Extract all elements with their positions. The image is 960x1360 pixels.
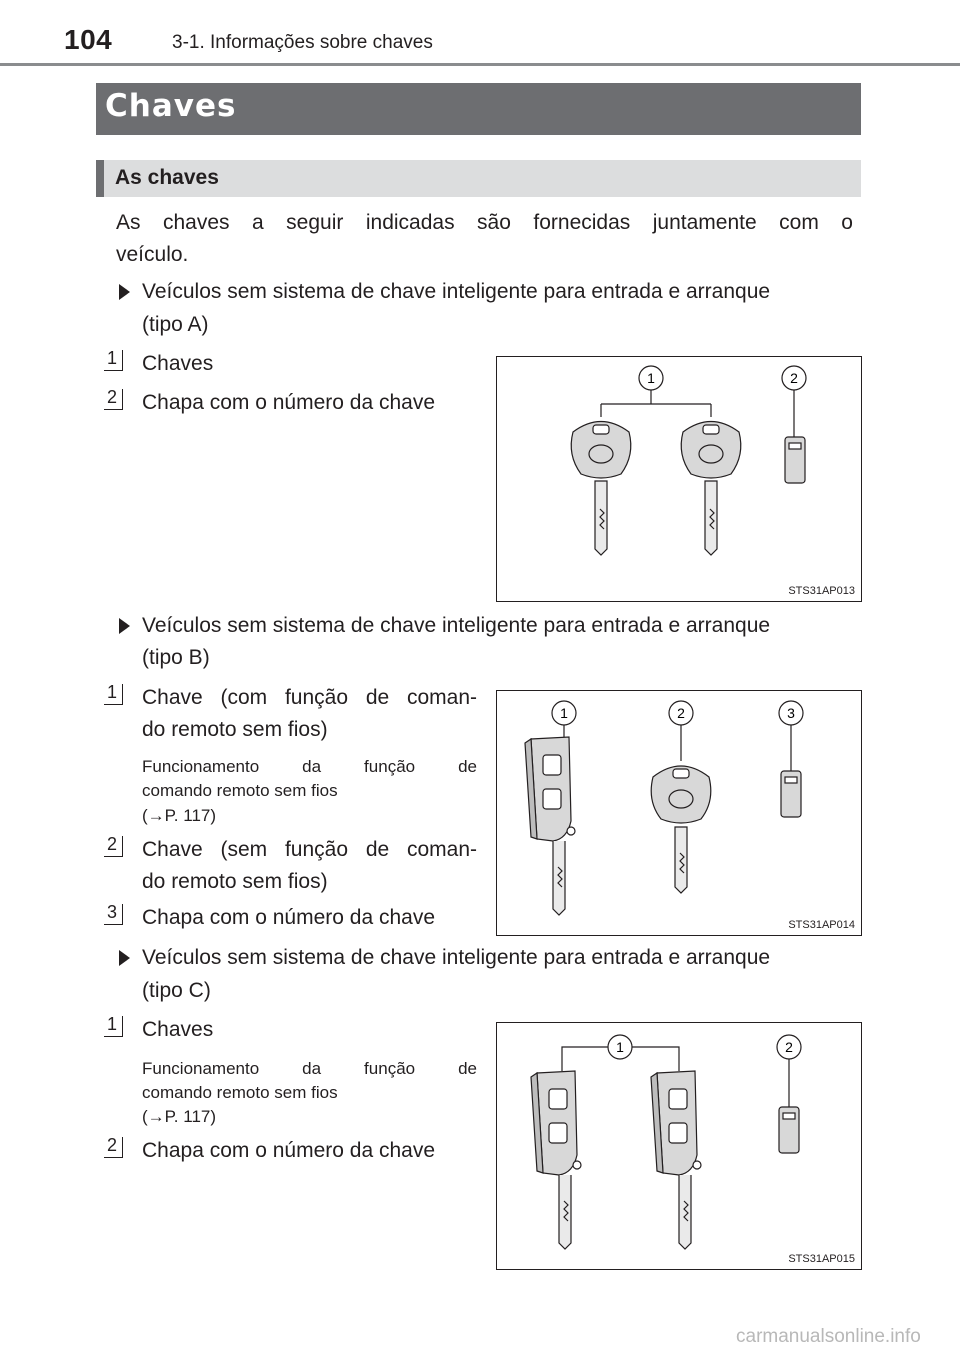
typeA-item-2: Chapa com o número da chave: [142, 391, 436, 414]
figure-callout: 3: [787, 705, 795, 721]
item-number: 1: [106, 1014, 117, 1034]
figure-type-c: [496, 1022, 862, 1270]
figure-callout: 2: [790, 370, 798, 386]
keys-illustration-b: [497, 691, 863, 937]
typeB-heading-line-2: (tipo B): [142, 646, 210, 669]
bullet-triangle-icon: [119, 950, 130, 966]
typeB-note-line-2: comando remoto sem fios: [142, 781, 338, 800]
page-number: 104: [64, 24, 113, 55]
typeB-item-1-line-1: Chave (com função de coman-: [142, 686, 477, 709]
section-title: As chaves: [115, 166, 219, 189]
bullet-triangle-icon: [119, 284, 130, 300]
typeA-heading-line-1: Veículos sem sistema de chave inteligente para entrada e arranque: [142, 280, 771, 303]
figure-callout: 1: [560, 705, 568, 721]
keys-illustration-c: [497, 1023, 863, 1271]
header-rule: [0, 63, 960, 66]
item-number: 2: [106, 1135, 117, 1155]
typeC-heading-line-1: Veículos sem sistema de chave inteligente para entrada e arranque: [142, 946, 771, 969]
figure-callout: 1: [616, 1039, 624, 1055]
item-number: 2: [106, 387, 117, 407]
figure-code: STS31AP014: [788, 919, 855, 931]
typeC-item-1: Chaves: [142, 1018, 214, 1041]
typeC-item-2: Chapa com o número da chave: [142, 1139, 436, 1162]
item-number: 2: [106, 834, 117, 854]
typeC-note-line-1: Funcionamento da função de: [142, 1059, 477, 1078]
figure-type-a: [496, 356, 862, 602]
bullet-triangle-icon: [119, 618, 130, 634]
typeB-item-2-line-1: Chave (sem função de coman-: [142, 838, 477, 861]
intro-line-2: veículo.: [116, 243, 189, 266]
figure-callout: 2: [677, 705, 685, 721]
item-number: 1: [106, 348, 117, 368]
typeB-item-3: Chapa com o número da chave: [142, 906, 436, 929]
figure-code: STS31AP015: [788, 1253, 855, 1265]
typeA-heading-line-2: (tipo A): [142, 313, 209, 336]
typeC-note-line-2: comando remoto sem fios: [142, 1083, 338, 1102]
item-number: 1: [106, 682, 117, 702]
typeC-heading-line-2: (tipo C): [142, 979, 211, 1002]
typeB-note-link[interactable]: (→P. 117): [142, 806, 217, 825]
typeB-item-2-line-2: do remoto sem fios): [142, 870, 328, 893]
figure-type-b: [496, 690, 862, 936]
keys-illustration-a: [497, 357, 863, 603]
intro-line-1: As chaves a seguir indicadas são fornecidas juntamente com o: [116, 211, 853, 234]
typeB-heading-line-1: Veículos sem sistema de chave inteligente para entrada e arranque: [142, 614, 771, 637]
figure-code: STS31AP013: [788, 585, 855, 597]
item-number: 3: [106, 902, 117, 922]
watermark: carmanualsonline.info: [736, 1326, 921, 1347]
typeA-item-1: Chaves: [142, 352, 214, 375]
page-title: Chaves: [105, 88, 237, 124]
typeB-item-1-line-2: do remoto sem fios): [142, 718, 328, 741]
typeC-note-link[interactable]: (→P. 117): [142, 1107, 217, 1126]
running-title: 3-1. Informações sobre chaves: [172, 32, 433, 53]
figure-callout: 2: [785, 1039, 793, 1055]
typeB-note-line-1: Funcionamento da função de: [142, 757, 477, 776]
section-accent: [96, 160, 104, 197]
figure-callout: 1: [647, 370, 655, 386]
